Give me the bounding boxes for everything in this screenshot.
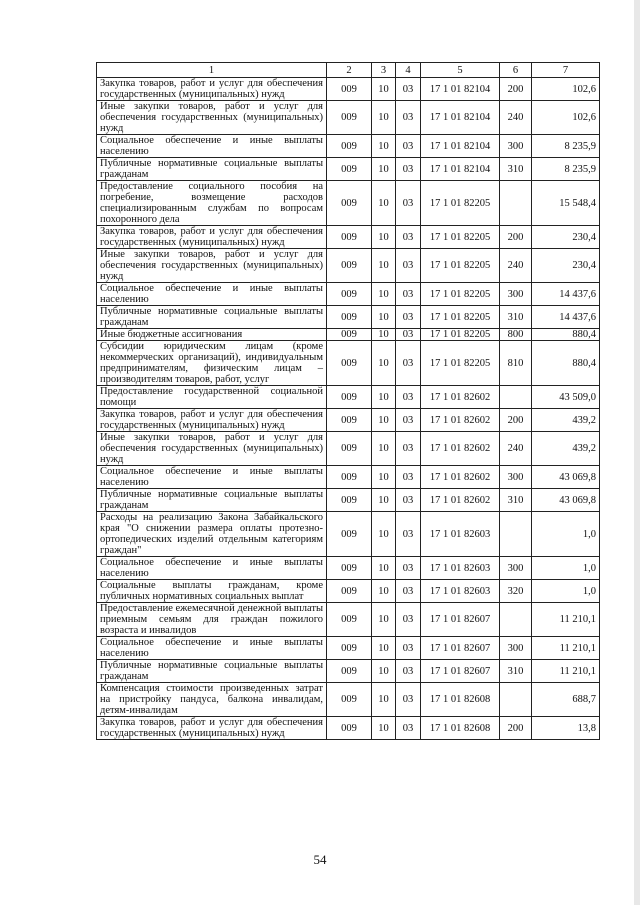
cell-expense-type: 200 [500,409,532,432]
cell-name: Расходы на реализацию Закона Забайкальского края "О снижении размера оплаты протезно-ортопедических изделий отдельным категориям граждан" [97,512,327,557]
cell-target-code: 17 1 01 82602 [421,409,500,432]
cell-amount: 102,6 [532,101,600,135]
cell-amount: 102,6 [532,78,600,101]
cell-subsection: 03 [396,78,421,101]
cell-ministry-code: 009 [327,249,372,283]
cell-expense-type [500,683,532,717]
table-row [97,101,600,135]
cell-ministry-code: 009 [327,135,372,158]
cell-expense-type: 240 [500,101,532,135]
header-col-2: 2 [327,63,372,78]
cell-amount: 230,4 [532,249,600,283]
cell-name: Иные закупки товаров, работ и услуг для обеспечения государственных (муниципальных) нужд [97,432,327,466]
cell-ministry-code: 009 [327,158,372,181]
cell-section: 10 [372,135,396,158]
cell-ministry-code: 009 [327,386,372,409]
cell-section: 10 [372,512,396,557]
cell-expense-type [500,181,532,226]
cell-subsection: 03 [396,181,421,226]
cell-expense-type: 200 [500,78,532,101]
cell-section: 10 [372,158,396,181]
cell-target-code: 17 1 01 82104 [421,101,500,135]
cell-section: 10 [372,683,396,717]
cell-ministry-code: 009 [327,409,372,432]
table-row [97,226,600,249]
page-number: 54 [313,852,327,867]
cell-subsection: 03 [396,249,421,283]
table-row [97,432,600,466]
cell-amount: 1,0 [532,557,600,580]
cell-target-code: 17 1 01 82603 [421,557,500,580]
cell-expense-type: 300 [500,466,532,489]
cell-amount: 439,2 [532,409,600,432]
cell-target-code: 17 1 01 82104 [421,158,500,181]
cell-subsection: 03 [396,386,421,409]
cell-amount: 8 235,9 [532,158,600,181]
cell-ministry-code: 009 [327,557,372,580]
cell-section: 10 [372,409,396,432]
table-row [97,660,600,683]
header-col-3: 3 [372,63,396,78]
table-row [97,557,600,580]
cell-subsection: 03 [396,226,421,249]
cell-ministry-code: 009 [327,683,372,717]
cell-expense-type [500,512,532,557]
header-col-5: 5 [421,63,500,78]
cell-amount: 880,4 [532,329,600,341]
cell-name: Закупка товаров, работ и услуг для обеспечения государственных (муниципальных) нужд [97,78,327,101]
cell-name: Закупка товаров, работ и услуг для обеспечения государственных (муниципальных) нужд [97,226,327,249]
cell-expense-type: 300 [500,283,532,306]
cell-expense-type: 310 [500,660,532,683]
cell-subsection: 03 [396,135,421,158]
cell-name: Социальное обеспечение и иные выплаты населению [97,557,327,580]
cell-name: Компенсация стоимости произведенных затрат на пристройку пандуса, балкона инвалидам, детям-инвалидам [97,683,327,717]
cell-section: 10 [372,637,396,660]
cell-expense-type: 240 [500,249,532,283]
header-col-1: 1 [97,63,327,78]
cell-name: Предоставление социального пособия на погребение, возмещение расходов специализированным службам по вопросам похоронного дела [97,181,327,226]
cell-name: Иные бюджетные ассигнования [97,329,327,341]
cell-target-code: 17 1 01 82205 [421,341,500,386]
cell-subsection: 03 [396,557,421,580]
cell-ministry-code: 009 [327,512,372,557]
cell-amount: 13,8 [532,717,600,740]
header-col-6: 6 [500,63,532,78]
cell-target-code: 17 1 01 82608 [421,717,500,740]
table-row [97,409,600,432]
cell-section: 10 [372,603,396,637]
cell-amount: 11 210,1 [532,637,600,660]
cell-expense-type: 200 [500,717,532,740]
table-row [97,158,600,181]
cell-subsection: 03 [396,306,421,329]
cell-subsection: 03 [396,283,421,306]
table-row [97,717,600,740]
table-row [97,283,600,306]
cell-section: 10 [372,660,396,683]
table-row [97,512,600,557]
table-row [97,637,600,660]
cell-ministry-code: 009 [327,306,372,329]
cell-ministry-code: 009 [327,181,372,226]
cell-target-code: 17 1 01 82205 [421,329,500,341]
cell-target-code: 17 1 01 82607 [421,637,500,660]
cell-amount: 1,0 [532,580,600,603]
cell-subsection: 03 [396,341,421,386]
cell-name: Предоставление ежемесячной денежной выплаты приемным семьям для граждан пожилого возраста и инвалидов [97,603,327,637]
cell-ministry-code: 009 [327,341,372,386]
cell-expense-type: 810 [500,341,532,386]
cell-subsection: 03 [396,683,421,717]
cell-target-code: 17 1 01 82104 [421,78,500,101]
cell-section: 10 [372,717,396,740]
cell-amount: 15 548,4 [532,181,600,226]
cell-subsection: 03 [396,637,421,660]
cell-section: 10 [372,341,396,386]
cell-target-code: 17 1 01 82602 [421,386,500,409]
cell-amount: 14 437,6 [532,283,600,306]
cell-amount: 11 210,1 [532,603,600,637]
cell-section: 10 [372,580,396,603]
table-row [97,386,600,409]
header-col-7: 7 [532,63,600,78]
cell-subsection: 03 [396,432,421,466]
table-row [97,466,600,489]
cell-amount: 43 509,0 [532,386,600,409]
cell-ministry-code: 009 [327,717,372,740]
cell-subsection: 03 [396,489,421,512]
cell-target-code: 17 1 01 82205 [421,249,500,283]
cell-name: Публичные нормативные социальные выплаты гражданам [97,660,327,683]
cell-expense-type: 300 [500,637,532,660]
table-row [97,181,600,226]
cell-name: Закупка товаров, работ и услуг для обеспечения государственных (муниципальных) нужд [97,409,327,432]
cell-ministry-code: 009 [327,432,372,466]
cell-target-code: 17 1 01 82603 [421,512,500,557]
cell-name: Социальное обеспечение и иные выплаты населению [97,466,327,489]
cell-section: 10 [372,78,396,101]
cell-name: Публичные нормативные социальные выплаты гражданам [97,158,327,181]
cell-expense-type: 200 [500,226,532,249]
cell-name: Публичные нормативные социальные выплаты гражданам [97,489,327,512]
cell-ministry-code: 009 [327,603,372,637]
cell-target-code: 17 1 01 82607 [421,660,500,683]
cell-name: Иные закупки товаров, работ и услуг для обеспечения государственных (муниципальных) нужд [97,101,327,135]
cell-expense-type: 310 [500,306,532,329]
cell-name: Социальное обеспечение и иные выплаты населению [97,637,327,660]
table-row [97,489,600,512]
cell-amount: 8 235,9 [532,135,600,158]
cell-subsection: 03 [396,512,421,557]
cell-section: 10 [372,489,396,512]
cell-subsection: 03 [396,466,421,489]
table-row [97,135,600,158]
table-row [97,329,600,341]
cell-ministry-code: 009 [327,489,372,512]
cell-amount: 43 069,8 [532,489,600,512]
cell-expense-type: 310 [500,158,532,181]
table-row [97,306,600,329]
cell-section: 10 [372,181,396,226]
cell-target-code: 17 1 01 82607 [421,603,500,637]
cell-section: 10 [372,329,396,341]
cell-name: Социальные выплаты гражданам, кроме публичных нормативных социальных выплат [97,580,327,603]
cell-amount: 688,7 [532,683,600,717]
cell-target-code: 17 1 01 82205 [421,181,500,226]
cell-amount: 43 069,8 [532,466,600,489]
cell-ministry-code: 009 [327,637,372,660]
cell-name: Закупка товаров, работ и услуг для обеспечения государственных (муниципальных) нужд [97,717,327,740]
cell-expense-type [500,603,532,637]
cell-amount: 439,2 [532,432,600,466]
cell-amount: 11 210,1 [532,660,600,683]
cell-subsection: 03 [396,580,421,603]
header-row [97,63,600,78]
cell-amount: 14 437,6 [532,306,600,329]
cell-amount: 230,4 [532,226,600,249]
table-row [97,78,600,101]
cell-target-code: 17 1 01 82602 [421,466,500,489]
table-row [97,249,600,283]
cell-section: 10 [372,432,396,466]
cell-target-code: 17 1 01 82205 [421,283,500,306]
cell-ministry-code: 009 [327,101,372,135]
cell-section: 10 [372,283,396,306]
cell-ministry-code: 009 [327,226,372,249]
cell-name: Субсидии юридическим лицам (кроме некоммерческих организаций), индивидуальным предпринимателям, физическим лицам – производителям товаров, работ, услуг [97,341,327,386]
cell-subsection: 03 [396,329,421,341]
cell-section: 10 [372,466,396,489]
cell-subsection: 03 [396,101,421,135]
cell-amount: 1,0 [532,512,600,557]
cell-section: 10 [372,557,396,580]
cell-name: Предоставление государственной социальной помощи [97,386,327,409]
cell-name: Социальное обеспечение и иные выплаты населению [97,283,327,306]
cell-name: Публичные нормативные социальные выплаты гражданам [97,306,327,329]
cell-ministry-code: 009 [327,329,372,341]
cell-target-code: 17 1 01 82205 [421,226,500,249]
cell-section: 10 [372,101,396,135]
cell-target-code: 17 1 01 82602 [421,432,500,466]
cell-expense-type [500,386,532,409]
cell-expense-type: 800 [500,329,532,341]
cell-ministry-code: 009 [327,283,372,306]
cell-expense-type: 300 [500,557,532,580]
cell-target-code: 17 1 01 82608 [421,683,500,717]
cell-target-code: 17 1 01 82603 [421,580,500,603]
cell-subsection: 03 [396,409,421,432]
cell-ministry-code: 009 [327,660,372,683]
table-row [97,603,600,637]
cell-subsection: 03 [396,660,421,683]
cell-section: 10 [372,386,396,409]
cell-expense-type: 320 [500,580,532,603]
cell-amount: 880,4 [532,341,600,386]
cell-target-code: 17 1 01 82602 [421,489,500,512]
cell-name: Социальное обеспечение и иные выплаты населению [97,135,327,158]
table-row [97,341,600,386]
cell-expense-type: 300 [500,135,532,158]
cell-ministry-code: 009 [327,466,372,489]
cell-target-code: 17 1 01 82104 [421,135,500,158]
page-edge [634,0,640,905]
header-col-4: 4 [396,63,421,78]
table-row [97,683,600,717]
cell-section: 10 [372,226,396,249]
cell-subsection: 03 [396,603,421,637]
cell-subsection: 03 [396,717,421,740]
cell-expense-type: 310 [500,489,532,512]
cell-ministry-code: 009 [327,78,372,101]
cell-ministry-code: 009 [327,580,372,603]
cell-target-code: 17 1 01 82205 [421,306,500,329]
budget-table [96,62,600,740]
cell-section: 10 [372,249,396,283]
cell-expense-type: 240 [500,432,532,466]
cell-name: Иные закупки товаров, работ и услуг для обеспечения государственных (муниципальных) нужд [97,249,327,283]
cell-subsection: 03 [396,158,421,181]
table-row [97,580,600,603]
cell-section: 10 [372,306,396,329]
